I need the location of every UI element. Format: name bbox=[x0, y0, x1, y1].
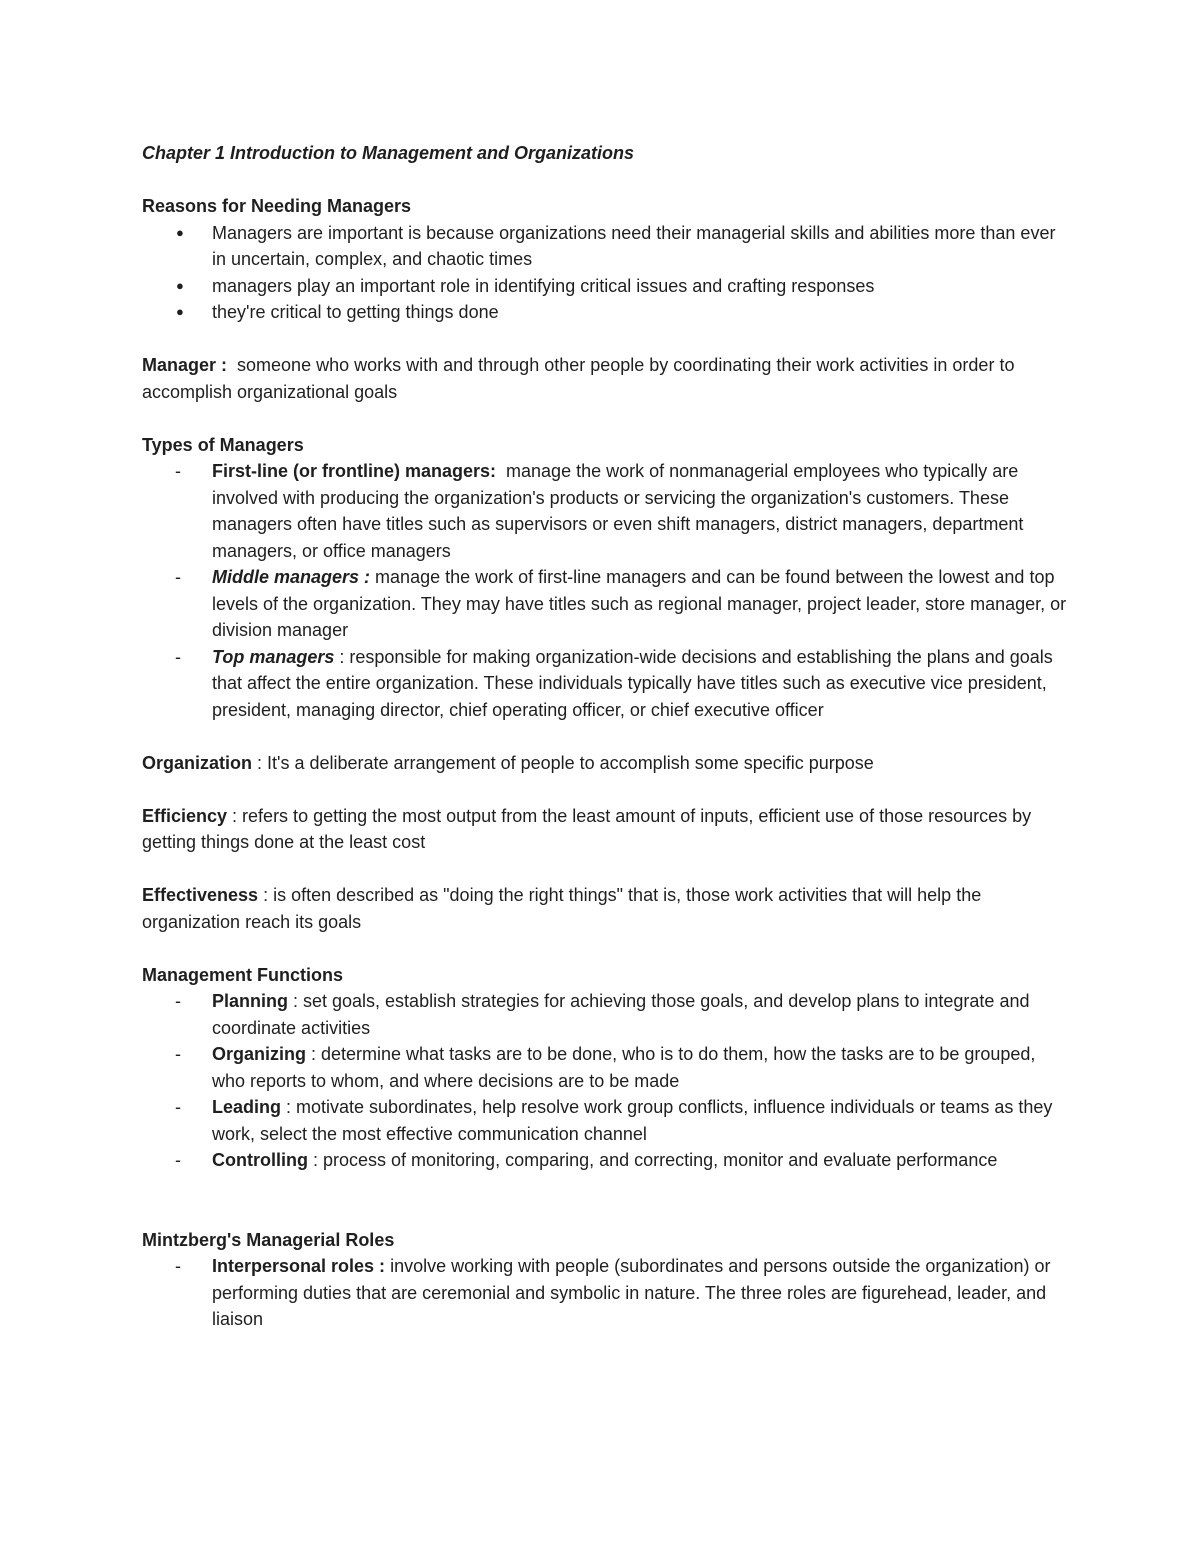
reasons-list bbox=[142, 220, 1067, 326]
dash-marker: - bbox=[175, 1256, 181, 1276]
document-title: Chapter 1 Introduction to Management and Organizations bbox=[142, 143, 635, 163]
efficiency-definition bbox=[142, 803, 1067, 856]
definition-text: someone who works with and through other people by coordinating their work activities in order to accomplish organizational goals bbox=[142, 355, 1020, 402]
definition-term: Manager : bbox=[142, 355, 228, 375]
definition-term: Effectiveness bbox=[142, 885, 259, 905]
list-item: - Planning : set goals, establish strategies for achieving those goals, and develop plans to integrate and coordinate activities bbox=[142, 988, 1067, 1041]
dash-marker: - bbox=[175, 1150, 181, 1170]
roles-heading: Mintzberg's Managerial Roles bbox=[142, 1229, 395, 1250]
list-item: - Leading : motivate subordinates, help resolve work group conflicts, influence individuals or teams as they work, select the most effective communication channel bbox=[142, 1094, 1067, 1147]
roles-list bbox=[142, 1253, 1067, 1333]
list-item: ● Managers are important is because organizations need their managerial skills and abilities more than ever in uncertain, complex, and chaotic times bbox=[142, 220, 1067, 273]
document-page bbox=[142, 140, 1067, 1333]
types-list bbox=[142, 458, 1067, 723]
list-item: ● managers play an important role in identifying critical issues and crafting responses bbox=[142, 273, 1067, 300]
organization-definition bbox=[142, 750, 1067, 777]
bullet-icon: ● bbox=[176, 277, 184, 293]
dash-marker: - bbox=[175, 1097, 181, 1117]
list-item: - Middle managers : manage the work of first-line managers and can be found between the lowest and top levels of the organization. They may have titles such as regional manager, project leader, store manager, or division manager bbox=[142, 564, 1067, 644]
definition-term: Efficiency bbox=[142, 805, 228, 826]
definition-text: : refers to getting the most output from the least amount of inputs, efficient use of those resources by getting things done at the least cost bbox=[142, 805, 1032, 852]
dash-marker: - bbox=[175, 991, 181, 1011]
list-item: - Organizing : determine what tasks are to be done, who is to do them, how the tasks are to be grouped, who reports to whom, and where decisions are to be made bbox=[142, 1041, 1067, 1094]
list-item: - First-line (or frontline) managers: manage the work of nonmanagerial employees who typically are involved with producing the organization's products or servicing the organization's customers. These managers often have titles such as supervisors or even shift managers, district managers, department managers, or office managers bbox=[142, 458, 1067, 564]
functions-list bbox=[142, 988, 1067, 1174]
reasons-heading: Reasons for Needing Managers bbox=[142, 196, 412, 216]
list-item: - Top managers : responsible for making organization-wide decisions and establishing the plans and goals that affect the entire organization. These individuals typically have titles such as executive vice president, president, managing director, chief operating officer, or chief executive officer bbox=[142, 644, 1067, 724]
dash-marker: - bbox=[175, 646, 181, 667]
effectiveness-definition bbox=[142, 882, 1067, 935]
dash-marker: - bbox=[175, 1044, 181, 1064]
definition-term: Organization bbox=[142, 752, 253, 773]
types-heading: Types of Managers bbox=[142, 434, 304, 455]
dash-marker: - bbox=[175, 567, 181, 587]
functions-heading: Management Functions bbox=[142, 964, 344, 985]
list-item: - Interpersonal roles : involve working with people (subordinates and persons outside the organization) or performing duties that are ceremonial and symbolic in nature. The three roles are figurehead, leader, and liaison bbox=[142, 1253, 1067, 1333]
list-item: - Controlling : process of monitoring, comparing, and correcting, monitor and evaluate performance bbox=[142, 1147, 1067, 1174]
definition-text: : It's a deliberate arrangement of people to accomplish some specific purpose bbox=[252, 752, 874, 773]
list-item: ● they're critical to getting things done bbox=[142, 299, 1067, 326]
bullet-icon: ● bbox=[176, 224, 184, 240]
dash-marker: - bbox=[175, 461, 181, 481]
definition-text: : is often described as "doing the right things" that is, those work activities that will help the organization reach its goals bbox=[142, 885, 982, 932]
manager-definition bbox=[142, 352, 1067, 405]
bullet-icon: ● bbox=[176, 304, 184, 319]
